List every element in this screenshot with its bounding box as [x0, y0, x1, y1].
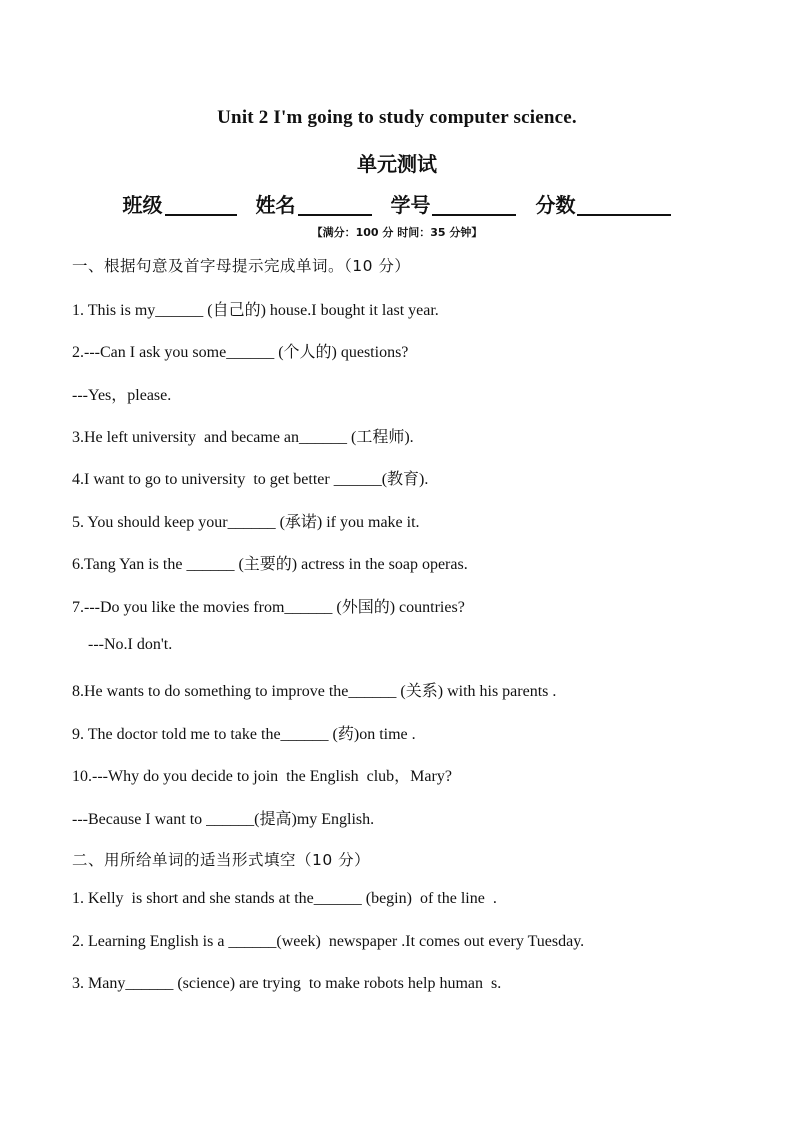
question-line: 3. Many______ (science) are trying to make robots help human s. [72, 975, 502, 992]
worksheet-subtitle: 单元测试 [357, 152, 437, 176]
student-number-label: 学号 [390, 193, 431, 217]
question-line: 3.He left university and became an______ (工程师). [72, 429, 414, 446]
score-field [535, 189, 671, 218]
question-line: 8.He wants to do something to improve the______ (关系) with his parents . [72, 683, 557, 700]
answer-line: ---Yes，please. [72, 387, 172, 404]
class-blank [165, 194, 237, 216]
score-label: 分数 [535, 193, 576, 217]
worksheet-title: Unit 2 I'm going to study computer science. [217, 107, 577, 128]
question-line: 1. Kelly is short and she stands at the______ (begin) of the line . [72, 890, 497, 907]
name-blank [298, 194, 372, 216]
name-label: 姓名 [255, 193, 296, 217]
question-line: 9. The doctor told me to take the______ (药)on time . [72, 726, 416, 743]
question-line: 2.---Can I ask you some______ (个人的) questions? [72, 344, 409, 361]
section-1-heading: 一、根据句意及首字母提示完成单词。（10 分） [72, 257, 411, 275]
question-line: 2. Learning English is a ______(week) newspaper .It comes out every Tuesday. [72, 933, 585, 950]
section-2-heading: 二、用所给单词的适当形式填空（10 分） [72, 851, 371, 869]
student-number-blank [432, 194, 516, 216]
question-line: 1. This is my______ (自己的) house.I bought it last year. [72, 302, 439, 319]
question-line: 10.---Why do you decide to join the English club，Mary? [72, 768, 452, 785]
answer-line: ---No.I don't. [80, 636, 173, 653]
exam-meta: 【满分：100 分 时间：35 分钟】 [311, 226, 483, 239]
answer-line: ---Because I want to ______(提高)my English. [72, 811, 375, 828]
question-line: 4.I want to go to university to get better ______(教育). [72, 471, 429, 488]
question-line: 7.---Do you like the movies from______ (外国的) countries? [72, 599, 465, 616]
question-line: 5. You should keep your______ (承诺) if you make it. [72, 514, 420, 531]
student-number-field [390, 189, 516, 218]
class-field [123, 189, 237, 218]
class-label: 班级 [122, 193, 163, 217]
student-info-row [0, 189, 794, 218]
score-blank [577, 194, 671, 216]
question-line: 6.Tang Yan is the ______ (主要的) actress in the soap operas. [72, 556, 468, 573]
name-field [256, 189, 372, 218]
